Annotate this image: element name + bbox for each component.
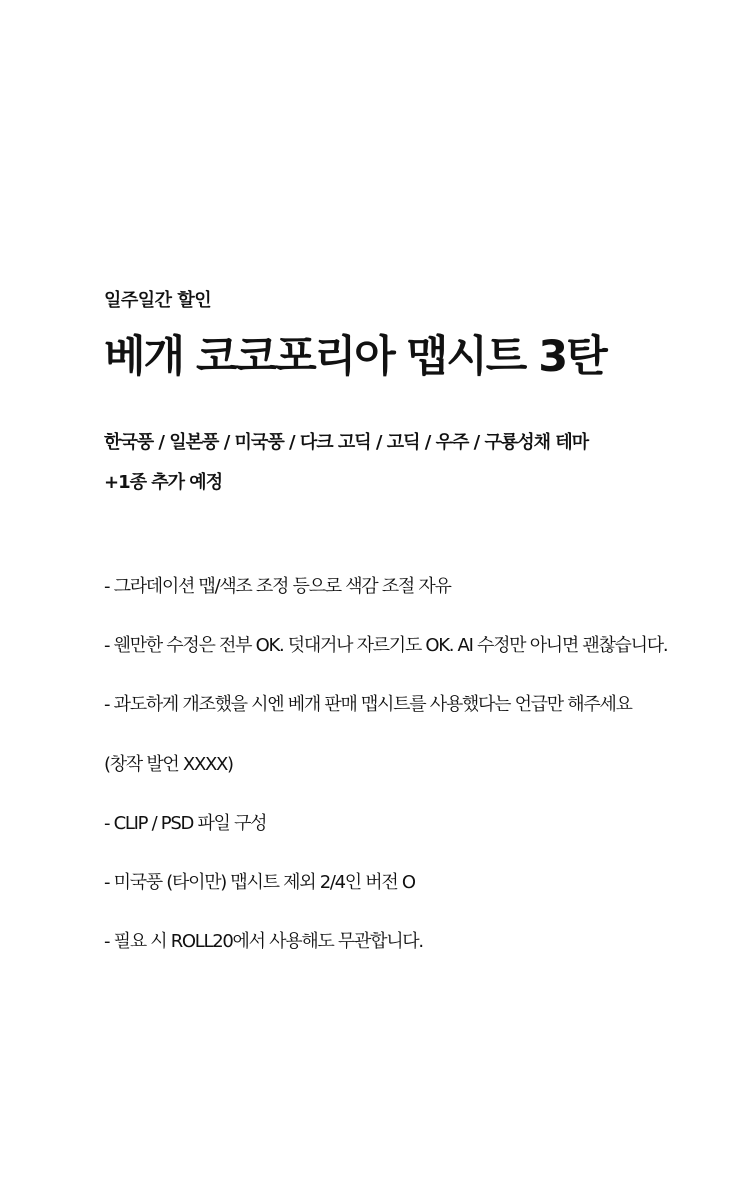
note-item: - 미국풍 (타이만) 맵시트 제외 2/4인 버전 O xyxy=(104,872,415,893)
note-item: - CLIP / PSD 파일 구성 xyxy=(104,813,267,834)
theme-list: 한국풍 / 일본풍 / 미국풍 / 다크 고딕 / 고딕 / 우주 / 구룡성채 테마 xyxy=(104,432,589,453)
note-item: (창작 발언 XXXX) xyxy=(104,754,233,775)
note-item: - 웬만한 수정은 전부 OK. 덧대거나 자르기도 OK. AI 수정만 아니면 괜찮습니다. xyxy=(104,635,668,656)
theme-additional: +1종 추가 예정 xyxy=(104,472,223,493)
note-item: - 필요 시 ROLL20에서 사용해도 무관합니다. xyxy=(104,931,423,952)
note-item: - 과도하게 개조했을 시엔 베개 판매 맵시트를 사용했다는 언급만 해주세요 xyxy=(104,694,632,715)
sale-label: 일주일간 할인 xyxy=(104,290,212,311)
page-title: 베개 코코포리아 맵시트 3탄 xyxy=(104,332,606,382)
note-item: - 그라데이션 맵/색조 조정 등으로 색감 조절 자유 xyxy=(104,576,451,597)
